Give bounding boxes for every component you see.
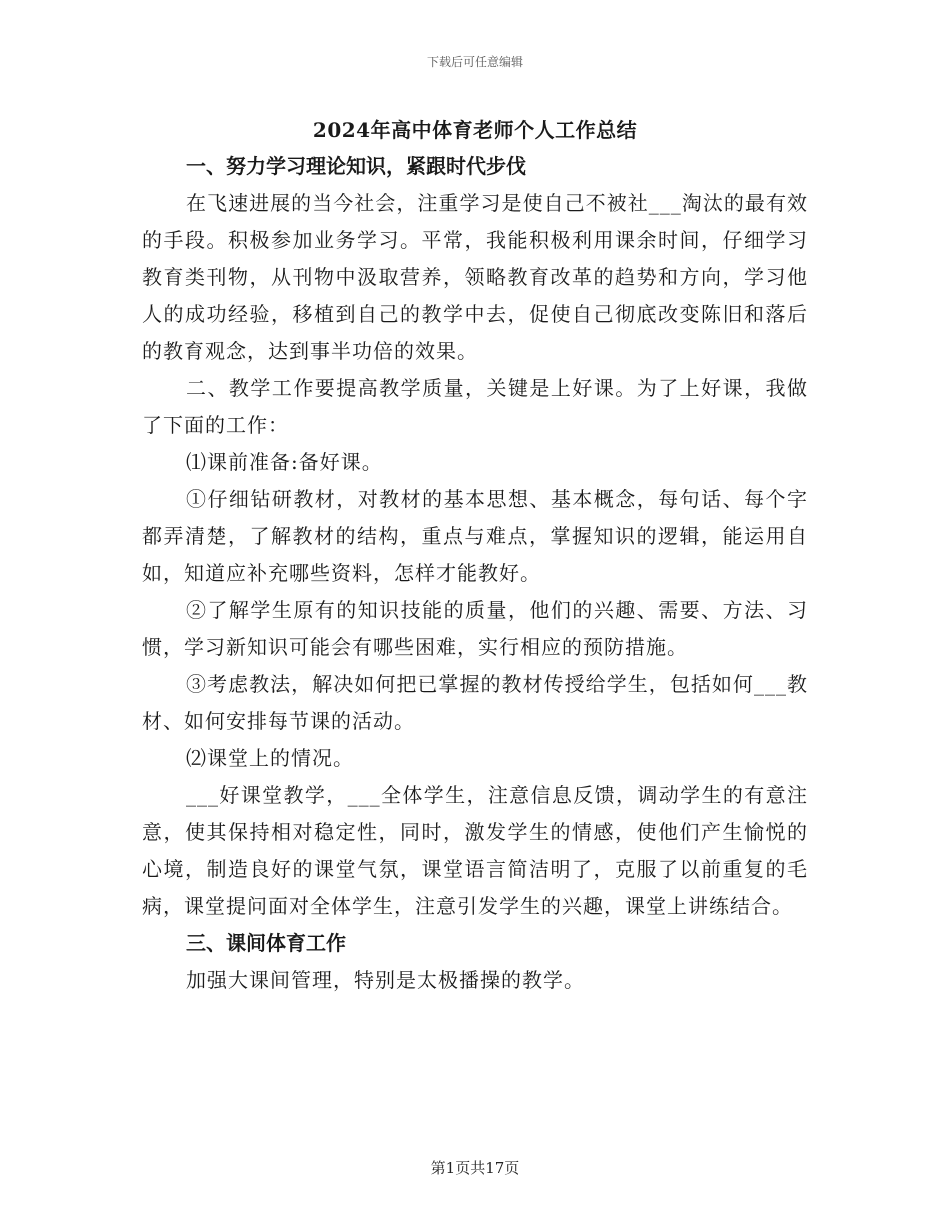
document-body bbox=[142, 148, 808, 999]
document-title: 2024年高中体育老师个人工作总结 bbox=[312, 118, 638, 142]
paragraph: ②了解学生原有的知识技能的质量，他们的兴趣、需要、方法、习惯，学习新知识可能会有哪些困难，实行相应的预防措施。 bbox=[142, 598, 808, 659]
paragraph: ⑴课前准备:备好课。 bbox=[186, 450, 383, 474]
paragraph: 加强大课间管理，特别是太极播操的教学。 bbox=[186, 968, 585, 992]
page-footer: 第1页共17页 bbox=[430, 1159, 520, 1177]
section-heading-1: 一、努力学习理论知识，紧跟时代步伐 bbox=[186, 154, 526, 178]
paragraph: 二、教学工作要提高教学质量，关键是上好课。为了上好课，我做了下面的工作： bbox=[142, 376, 808, 437]
paragraph: ③考虑教法，解决如何把已掌握的教材传授给学生，包括如何___教材、如何安排每节课的活动。 bbox=[142, 672, 808, 733]
paragraph: ⑵课堂上的情况。 bbox=[186, 746, 354, 770]
paragraph: ①仔细钻研教材，对教材的基本思想、基本概念，每句话、每个字都弄清楚，了解教材的结构，重点与难点，掌握知识的逻辑，能运用自如，知道应补充哪些资料，怎样才能教好。 bbox=[142, 487, 808, 585]
paragraph: ___好课堂教学，___全体学生，注意信息反馈，调动学生的有意注意，使其保持相对稳定性，同时，激发学生的情感，使他们产生愉悦的心境，制造良好的课堂气氛，课堂语言简洁明了，克服了以前重复的毛病，课堂提问面对全体学生，注意引发学生的兴趣，课堂上讲练结合。 bbox=[142, 783, 808, 918]
section-heading-3: 三、课间体育工作 bbox=[186, 931, 346, 955]
header-note: 下载后可任意编辑 bbox=[426, 55, 523, 69]
paragraph: 在飞速进展的当今社会，注重学习是使自己不被社___淘汰的最有效的手段。积极参加业务学习。平常，我能积极利用课余时间，仔细学习教育类刊物，从刊物中汲取营养，领略教育改革的趋势和方向，学习他人的成功经验，移植到自己的教学中去，促使自己彻底改变陈旧和落后的教育观念，达到事半功倍的效果。 bbox=[142, 191, 808, 363]
